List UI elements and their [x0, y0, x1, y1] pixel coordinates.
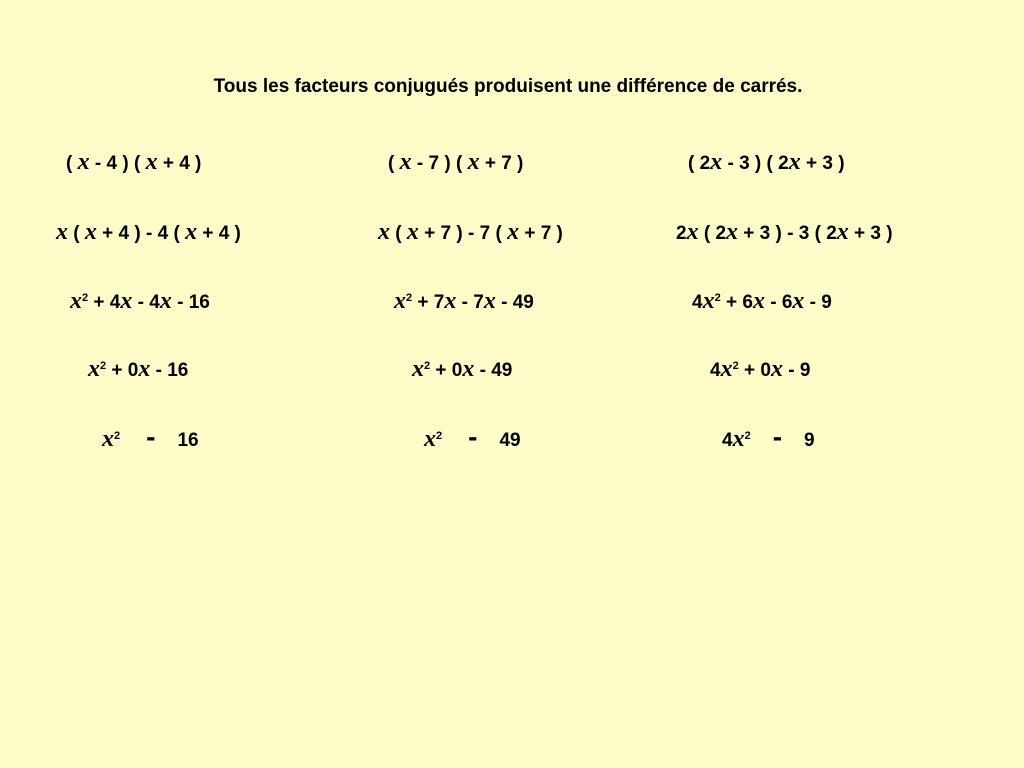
- expr-2-row-3: $x^2 + 7x - 7x - 49$: [394, 288, 534, 314]
- expr-1-row-4: $x^2 + 0x - 16$: [88, 356, 189, 382]
- expr-3-row-2: 2x ( 2x + 3 ) - 3 ( 2x + 3 ): [676, 219, 893, 245]
- expr-2-row-4: $x^2 + 0x - 49$: [412, 356, 513, 382]
- expr-2-row-2: x ( x + 7 ) - 7 ( x + 7 ): [378, 219, 563, 245]
- expr-2-row-5: $x^2 - 49$: [424, 421, 521, 452]
- expr-3-row-4: $4x^2 + 0x - 9$: [710, 356, 811, 382]
- expr-1-row-2: x ( x + 4 ) - 4 ( x + 4 ): [56, 219, 241, 245]
- expr-1-row-1: ( x - 4 ) ( x + 4 ): [66, 149, 202, 175]
- expr-3-row-3: $4x^2 + 6x - 6x - 9$: [692, 288, 832, 314]
- expr-1-row-5: $x^2 - 16$: [102, 421, 199, 452]
- expr-2-row-1: ( x - 7 ) ( x + 7 ): [388, 149, 524, 175]
- expr-3-row-1: ( 2x - 3 ) ( 2x + 3 ): [688, 149, 845, 175]
- slide-title: Tous les facteurs conjugués produisent une différence de carrés.: [213, 76, 803, 97]
- expr-1-row-3: $x^2 + 4x - 4x - 16$: [70, 288, 210, 314]
- expr-3-row-5: $4x^2 - 9$: [722, 421, 815, 452]
